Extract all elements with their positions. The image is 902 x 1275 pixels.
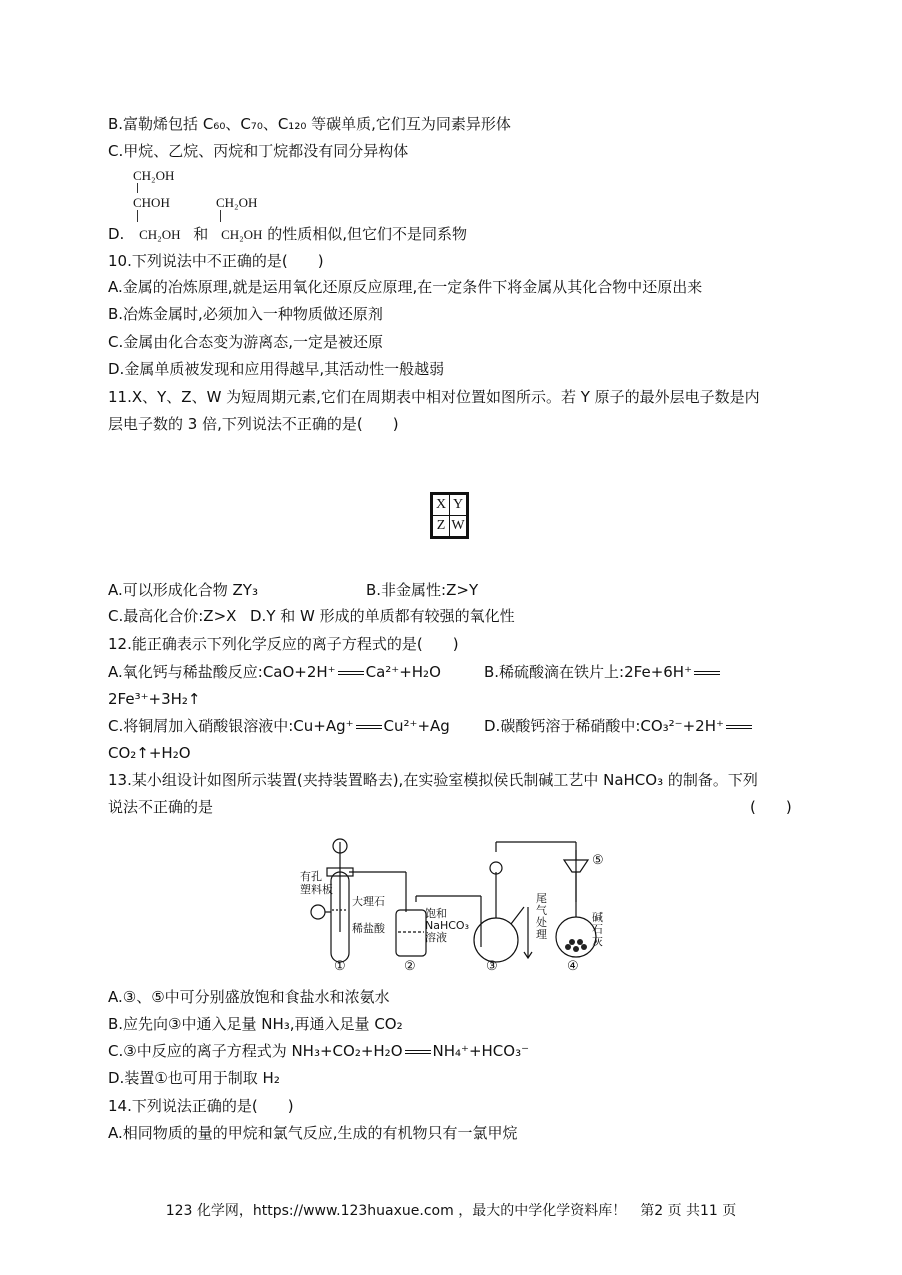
wash-bottle (396, 910, 426, 956)
soda-lime-grain (565, 944, 571, 950)
glycerol-row3: CH₂OH (139, 227, 181, 242)
q9-d-suffix: 的性质相似,但它们不是同系物 (267, 225, 467, 243)
q11-option-c: C.最高化合价:Z>X (108, 607, 237, 625)
equals-sign (405, 1050, 431, 1054)
q10-option-c: C.金属由化合态变为游离态,一定是被还原 (108, 333, 384, 351)
q12-b-continuation: 2Fe³⁺+3H₂↑ (108, 690, 201, 708)
bond-line (220, 210, 221, 222)
q12-c-right: Cu²⁺+Ag (383, 717, 450, 735)
equals-sign (726, 725, 752, 729)
q13-option-b: B.应先向③中通入足量 NH₃,再通入足量 CO₂ (108, 1015, 403, 1033)
q13-c-right: NH₄⁺+HCO₃⁻ (432, 1042, 530, 1060)
label-n2: ② (404, 958, 416, 973)
q9-option-b: B.富勒烯包括 C₆₀、C₇₀、C₁₂₀ 等碳单质,它们互为同素异形体 (108, 115, 511, 133)
q12-c-left: C.将铜屑加入硝酸银溶液中:Cu+Ag⁺ (108, 717, 354, 735)
q13-c-left: C.③中反应的离子方程式为 NH₃+CO₂+H₂O (108, 1042, 403, 1060)
q9-d-and: 和 (193, 225, 209, 243)
q12-option-a (108, 662, 441, 682)
q11-option-a: A.可以形成化合物 ZY₃ (108, 581, 258, 599)
q9-d-prefix: D. (108, 225, 125, 243)
q10-option-b: B.冶炼金属时,必须加入一种物质做还原剂 (108, 305, 383, 323)
q12-a-right: Ca²⁺+H₂O (365, 663, 441, 681)
q12-option-d (484, 716, 754, 736)
clamp-knob (311, 905, 325, 919)
q10-option-d: D.金属单质被发现和应用得越早,其活动性一般越弱 (108, 360, 445, 378)
q10-title: 10.下列说法中不正确的是( ) (108, 252, 324, 270)
label-n1: ① (334, 958, 346, 973)
grid-cell-x: X (433, 495, 450, 516)
q12-d-left: D.碳酸钙溶于稀硝酸中:CO₃²⁻+2H⁺ (484, 717, 724, 735)
equals-sign (356, 725, 382, 729)
q12-b-left: B.稀硫酸滴在铁片上:2Fe+6H⁺ (484, 663, 693, 681)
q14-title: 14.下列说法正确的是( ) (108, 1097, 294, 1115)
equals-sign (338, 671, 364, 675)
q9-option-c: C.甲烷、乙烷、丙烷和丁烷都没有同分异构体 (108, 142, 409, 160)
label-n5: ⑤ (592, 852, 604, 867)
q13-option-c (108, 1041, 529, 1061)
label-soda-lime: 碱石灰 (592, 911, 603, 948)
label-n4: ④ (567, 958, 579, 973)
q12-option-b (484, 662, 722, 682)
q11-title-line1: 11.X、Y、Z、W 为短周期元素,它们在周期表中相对位置如图所示。若 Y 原子的最外层电子数是内 (108, 388, 760, 406)
q13-title-line1: 13.某小组设计如图所示装置(夹持装置略去),在实验室模拟侯氏制碱工艺中 NaHCO₃ 的制备。下列 (108, 771, 758, 789)
label-tail-gas: 尾气处理 (536, 892, 547, 941)
q11-option-b: B.非金属性:Z>Y (366, 581, 479, 599)
glycol-row1: CH₂OH (216, 195, 258, 210)
grid-cell-z: Z (433, 516, 450, 537)
q10-option-a: A.金属的冶炼原理,就是运用氧化还原反应原理,在一定条件下将金属从其化合物中还原出来 (108, 278, 703, 296)
grid-cell-y: Y (450, 495, 467, 516)
periodic-grid (430, 492, 469, 539)
bond-line (137, 210, 138, 222)
glycol-row2: CH₂OH (221, 227, 263, 242)
soda-lime-grain (581, 944, 587, 950)
grid-cell-w: W (450, 516, 467, 537)
q13-option-a: A.③、⑤中可分别盛放饱和食盐水和浓氨水 (108, 988, 390, 1006)
glycerol-row2: CHOH (133, 195, 170, 210)
q12-title: 12.能正确表示下列化学反应的离子方程式的是( ) (108, 635, 459, 653)
page-footer: 123 化学网，https://www.123huaxue.com ，最大的中学化学资料库！ 第2 页 共11 页 (165, 1203, 737, 1219)
q13-answer-paren: ( ) (750, 798, 792, 816)
q11-option-d: D.Y 和 W 形成的单质都有较强的氧化性 (250, 607, 515, 625)
soda-lime-grain (577, 939, 583, 945)
q12-option-c (108, 716, 450, 736)
q13-title-line2: 说法不正确的是 (108, 798, 214, 816)
glycerol-row1: CH₂OH (133, 168, 175, 183)
label-marble: 大理石 (352, 895, 385, 908)
apparatus-diagram (296, 832, 636, 977)
label-acid: 稀盐酸 (352, 922, 385, 935)
soda-lime-grain (569, 939, 575, 945)
label-n3: ③ (486, 958, 498, 973)
q9-option-d (108, 224, 467, 245)
equals-sign (694, 671, 720, 675)
label-nahco3-solution: 饱和 NaHCO₃ 溶液 (425, 907, 469, 944)
q13-option-d: D.装置①也可用于制取 H₂ (108, 1069, 280, 1087)
q12-a-left: A.氧化钙与稀盐酸反应:CaO+2H⁺ (108, 663, 336, 681)
bond-line (137, 183, 138, 193)
q14-option-a: A.相同物质的量的甲烷和氯气反应,生成的有机物只有一氯甲烷 (108, 1124, 518, 1142)
label-board: 有孔 塑料板 (300, 870, 333, 896)
q12-d-continuation: CO₂↑+H₂O (108, 744, 191, 762)
q11-title-line2: 层电子数的 3 倍,下列说法不正确的是( ) (108, 415, 399, 433)
soda-lime-grain (573, 946, 579, 952)
side-neck (511, 907, 524, 924)
